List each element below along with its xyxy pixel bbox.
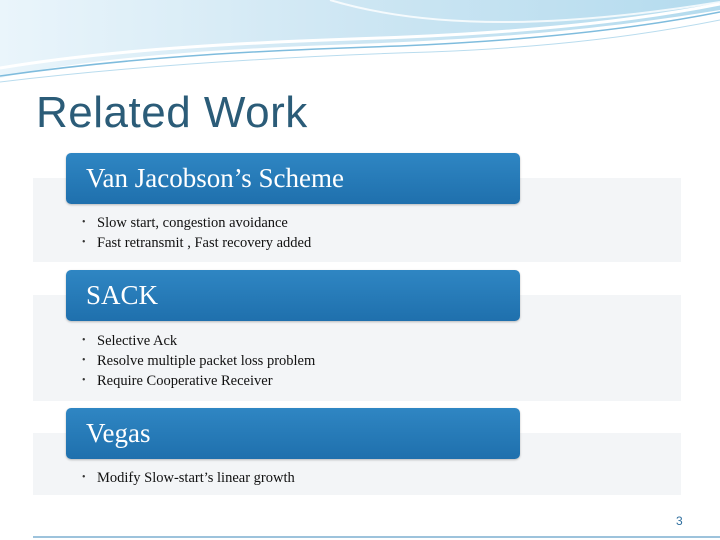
footer-divider <box>33 536 720 538</box>
bullet-icon: • <box>82 335 86 346</box>
list-item: • Modify Slow-start’s linear growth <box>82 470 295 486</box>
bullet-icon: • <box>82 375 86 386</box>
section-heading-van-jacobson <box>66 153 520 204</box>
list-item: • Resolve multiple packet loss problem <box>82 353 316 369</box>
bullet-icon: • <box>82 237 86 248</box>
bullet-icon: • <box>82 355 86 366</box>
bullet-list-sack <box>82 331 315 391</box>
decorative-wave-banner <box>0 0 720 90</box>
section-heading-vegas <box>66 408 520 459</box>
list-item: • Fast retransmit , Fast recovery added <box>82 235 312 251</box>
section-heading-text: Van Jacobson’s Scheme <box>86 163 344 193</box>
page-title: Related Work <box>36 88 308 137</box>
list-item: • Selective Ack <box>82 333 178 349</box>
bullet-list-van-jacobson <box>82 213 311 253</box>
page-number: 3 <box>676 514 683 528</box>
bullet-icon: • <box>82 217 86 228</box>
section-heading-text: Vegas <box>86 418 151 448</box>
bullet-icon: • <box>82 472 86 483</box>
list-item: • Slow start, congestion avoidance <box>82 215 288 231</box>
section-heading-sack <box>66 270 520 321</box>
bullet-list-vegas <box>82 468 295 488</box>
section-heading-text: SACK <box>86 280 159 310</box>
list-item: • Require Cooperative Receiver <box>82 373 273 389</box>
